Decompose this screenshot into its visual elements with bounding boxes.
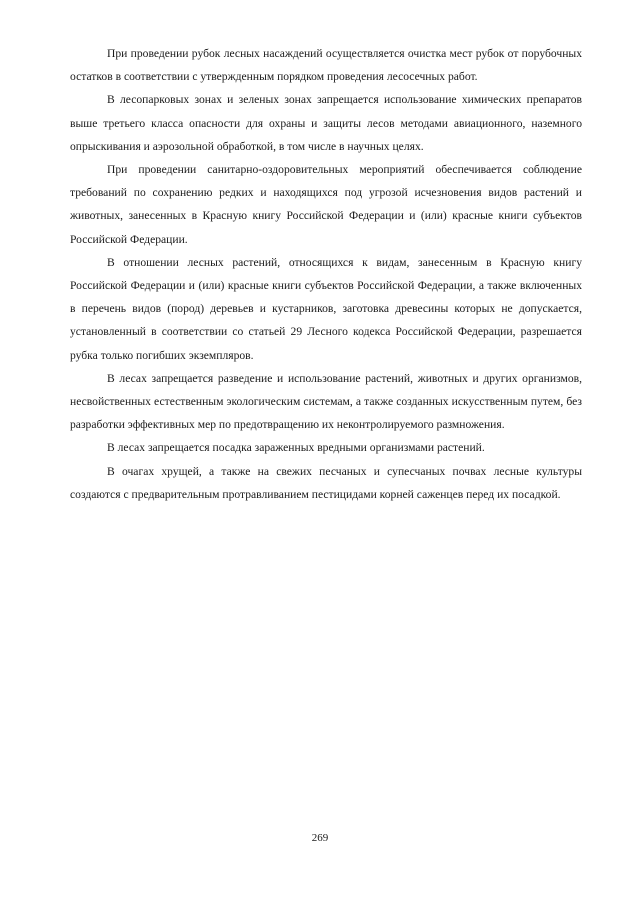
paragraph-rare-species-protection: При проведении санитарно-оздоровительных мероприятий обеспечивается соблюдение требований по сохранению редких и находящихся под угрозой исчезновения видов растений и животных, занесенных в Красную книгу Российской Федерации и (или) красные книги субъектов Российской Федерации.	[70, 163, 582, 246]
paragraph-red-book-plants: В отношении лесных растений, относящихся к видам, занесенным в Красную книгу Российской Федерации и (или) красные книги субъектов Российской Федерации, а также включенных в перечень видов (пород) деревьев и кустарников, заготовка древесины которых не допускается, установленный в соответствии со статьей 29 Лесного кодекса Российской Федерации, разрешается рубка только погибших экземпляров.	[70, 255, 582, 362]
paragraph-logging-residue-cleanup: При проведении рубок лесных насаждений осуществляется очистка мест рубок от порубочных остатков в соответствии с утвержденным порядком проведения лесосечных работ.	[70, 47, 582, 84]
paragraph-alien-organisms-ban: В лесах запрещается разведение и использование растений, животных и других организмов, несвойственных естественным экологическим системам, а также созданных искусственным путем, без разработки эффективных мер по предотвращению их неконтролируемого размножения.	[70, 371, 582, 432]
paragraph-infected-planting-ban: В лесах запрещается посадка зараженных вредными организмами растений.	[107, 441, 485, 455]
paragraph-chemical-ban: В лесопарковых зонах и зеленых зонах запрещается использование химических препаратов выше третьего класса опасности для охраны и защиты лесов методами авиационного, наземного опрыскивания и аэрозольной обработкой, в том числе в научных целях.	[70, 93, 582, 153]
document-body	[70, 42, 582, 506]
paragraph-chafer-foci: В очагах хрущей, а также на свежих песчаных и супесчаных почвах лесные культуры создаются с предварительным протравливанием пестицидами корней саженцев перед их посадкой.	[70, 464, 582, 501]
page-number: 269	[311, 832, 329, 844]
